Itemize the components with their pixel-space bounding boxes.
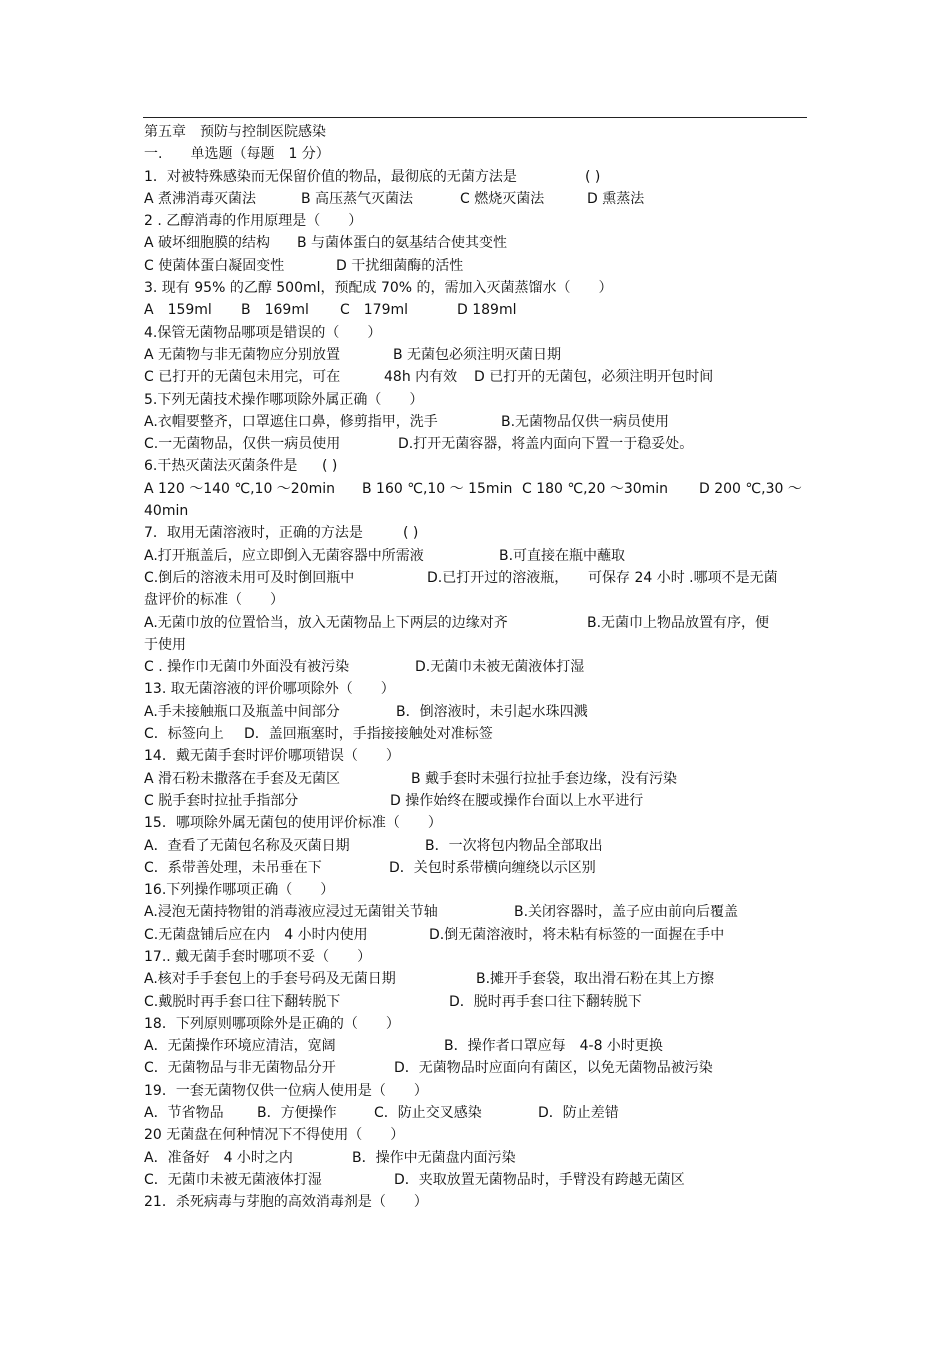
text-line <box>144 835 808 857</box>
document-body <box>144 121 808 1214</box>
text-line <box>144 299 808 321</box>
text-segment: B 戴手套时未强行拉扯手套边缘，没有污染 <box>411 770 678 787</box>
text-segment: D.打开无菌容器，将盖内面向下置一于稳妥处。 <box>398 436 694 453</box>
text-segment: D 200 ℃,30 ～ <box>699 480 802 497</box>
text-segment: C 脱手套时拉扯手指部分 <box>144 792 299 809</box>
text-segment: 16.下列操作哪项正确（ ） <box>144 882 335 899</box>
text-segment: A.手未接触瓶口及瓶盖中间部分 <box>144 703 340 720</box>
text-segment: 21．杀死病毒与芽胞的高效消毒剂是（ ） <box>144 1194 428 1211</box>
text-line <box>144 1191 808 1213</box>
text-line <box>144 946 808 968</box>
text-segment: C．标签向上 <box>144 726 224 743</box>
text-segment: A.无菌巾放的位置恰当，放入无菌物品上下两层的边缘对齐 <box>144 614 508 631</box>
text-segment: A 159ml <box>144 302 212 319</box>
text-segment: C．无菌物品与非无菌物品分开 <box>144 1060 336 1077</box>
text-segment: D．关包时系带横向缠绕以示区别 <box>389 859 596 876</box>
text-line <box>144 723 808 745</box>
text-segment: 7．取用无菌溶液时，正确的方法是 <box>144 525 363 542</box>
text-segment: A.衣帽要整齐，口罩遮住口鼻，修剪指甲，洗手 <box>144 413 438 430</box>
text-segment: C 180 ℃,20 ～30min <box>522 480 669 497</box>
text-segment: A．查看了无菌包名称及灭菌日期 <box>144 837 350 854</box>
text-segment: 17.. 戴无菌手套时哪项不妥（ ） <box>144 948 372 965</box>
text-segment: A.浸泡无菌持物钳的消毒液应浸过无菌钳关节轴 <box>144 904 438 921</box>
text-segment: 40min <box>144 503 189 520</box>
text-segment: 5.下列无菌技术操作哪项除外属正确（ ） <box>144 391 424 408</box>
text-segment: ( ) <box>403 525 419 542</box>
text-line <box>144 1035 808 1057</box>
text-segment: D.无菌巾未被无菌液体打湿 <box>415 659 585 676</box>
text-line <box>144 901 808 923</box>
text-segment: B.关闭容器时，盖子应由前向后覆盖 <box>514 904 739 921</box>
text-segment: C.无菌盘铺后应在内 4 小时内使用 <box>144 926 368 943</box>
text-segment: D．防止差错 <box>538 1105 619 1122</box>
text-line <box>144 1013 808 1035</box>
text-segment: C 179ml <box>340 302 409 319</box>
text-line <box>144 567 808 589</box>
text-line <box>144 1080 808 1102</box>
text-segment: A 120 ～140 ℃,10 ～20min <box>144 480 336 497</box>
text-line <box>144 433 808 455</box>
text-segment: C.倒后的溶液未用可及时倒回瓶中 <box>144 569 355 586</box>
text-segment: A 滑石粉未撒落在手套及无菌区 <box>144 770 341 787</box>
text-line <box>144 924 808 946</box>
text-segment: B 无菌包必须注明灭菌日期 <box>393 346 562 363</box>
text-segment: B．操作者口罩应每 4-8 小时更换 <box>444 1038 663 1055</box>
text-segment: C．无菌巾未被无菌液体打湿 <box>144 1171 322 1188</box>
text-segment: C.戴脱时再手套口往下翻转脱下 <box>144 993 341 1010</box>
text-segment: D.已打开过的溶液瓶， <box>427 569 569 586</box>
text-segment: 可保存 24 小时 .哪项不是无菌 <box>588 569 778 586</box>
text-line <box>144 277 808 299</box>
text-line <box>144 634 808 656</box>
text-line <box>144 366 808 388</box>
question-lines <box>144 166 808 1214</box>
text-segment: D．无菌物品时应面向有菌区，以免无菌物品被污染 <box>394 1060 713 1077</box>
text-segment: C 使菌体蛋白凝固变性 <box>144 257 285 274</box>
text-segment: B 169ml <box>241 302 309 319</box>
text-segment: D 操作始终在腰或操作台面以上水平进行 <box>390 792 644 809</box>
text-line <box>144 1124 808 1146</box>
text-segment: D 已打开的无菌包，必须注明开包时间 <box>474 369 714 386</box>
text-segment: 19．一套无菌物仅供一位病人使用是（ ） <box>144 1082 428 1099</box>
text-line <box>144 166 808 188</box>
text-segment: B 高压蒸气灭菌法 <box>301 190 414 207</box>
text-segment: 2 . 乙醇消毒的作用原理是（ ） <box>144 213 363 230</box>
text-segment: 于使用 <box>144 636 186 653</box>
text-line <box>144 522 808 544</box>
text-line <box>144 589 808 611</box>
text-segment: D 干扰细菌酶的活性 <box>336 257 464 274</box>
text-line <box>144 500 808 522</box>
text-line <box>144 1057 808 1079</box>
text-segment: 18．下列原则哪项除外是正确的（ ） <box>144 1015 400 1032</box>
text-line <box>144 455 808 477</box>
text-line <box>144 879 808 901</box>
text-segment: 盘评价的标准（ ） <box>144 592 284 609</box>
text-segment: 1．对被特殊感染而无保留价值的物品，最彻底的无菌方法是 <box>144 168 517 185</box>
section-title: 一. 单选题（每题 1 分） <box>144 146 330 163</box>
text-line <box>144 232 808 254</box>
text-segment: D．盖回瓶塞时，手指接接触处对准标签 <box>244 726 493 743</box>
text-line <box>144 1147 808 1169</box>
text-segment: C 燃烧灭菌法 <box>460 190 545 207</box>
chapter-title: 第五章 预防与控制医院感染 <box>144 124 326 140</box>
text-segment: B．一次将包内物品全部取出 <box>425 837 603 854</box>
text-line <box>144 812 808 834</box>
text-segment: D．脱时再手套口往下翻转脱下 <box>449 993 642 1010</box>
text-line <box>144 411 808 433</box>
text-segment: ( ) <box>585 168 601 185</box>
header-rule <box>143 117 807 118</box>
text-segment: B．方便操作 <box>257 1105 337 1122</box>
text-segment: D 189ml <box>457 302 517 319</box>
text-segment: A 破坏细胞膜的结构 <box>144 235 271 252</box>
text-segment: A．节省物品 <box>144 1105 224 1122</box>
text-line <box>144 188 808 210</box>
text-segment: C．防止交叉感染 <box>374 1105 482 1122</box>
text-line <box>144 745 808 767</box>
text-segment: B．操作中无菌盘内面污染 <box>352 1149 516 1166</box>
text-segment: C 已打开的无菌包未用完，可在 <box>144 369 341 386</box>
text-line <box>144 389 808 411</box>
text-segment: 6.干热灭菌法灭菌条件是 <box>144 458 298 475</box>
text-line <box>144 1169 808 1191</box>
text-segment: A 无菌物与非无菌物应分别放置 <box>144 346 341 363</box>
text-segment: 20 无菌盘在何种情况下不得使用（ ） <box>144 1127 405 1144</box>
text-line <box>144 857 808 879</box>
text-segment: D 熏蒸法 <box>587 190 645 207</box>
text-line <box>144 612 808 634</box>
text-segment: 3. 现有 95% 的乙醇 500ml，预配成 70% 的，需加入灭菌蒸馏水（ ） <box>144 280 613 297</box>
text-line <box>144 478 808 500</box>
text-segment: B 与菌体蛋白的氨基结合使其变性 <box>297 235 508 252</box>
text-line <box>144 255 808 277</box>
text-segment: C . 操作巾无菌巾外面没有被污染 <box>144 659 350 676</box>
text-segment: A．准备好 4 小时之内 <box>144 1149 293 1166</box>
text-segment: D.倒无菌溶液时，将未粘有标签的一面握在手中 <box>429 926 725 943</box>
text-line <box>144 790 808 812</box>
text-segment: 4.保管无菌物品哪项是错误的（ ） <box>144 324 382 341</box>
text-segment: D．夹取放置无菌物品时，手臂没有跨越无菌区 <box>394 1171 685 1188</box>
text-segment: A.核对手手套包上的手套号码及无菌日期 <box>144 971 396 988</box>
text-segment: 15．哪项除外属无菌包的使用评价标准（ ） <box>144 815 442 832</box>
text-segment: B.可直接在瓶中蘸取 <box>499 547 626 564</box>
text-segment: B 160 ℃,10 ～ 15min <box>362 480 513 497</box>
text-line <box>144 210 808 232</box>
text-segment: C．系带善处理，未吊垂在下 <box>144 859 322 876</box>
text-segment: A．无菌操作环境应清洁，宽阔 <box>144 1038 336 1055</box>
text-line <box>144 344 808 366</box>
text-segment: B.无菌物品仅供一病员使用 <box>501 413 670 430</box>
text-segment: B.摊开手套袋，取出滑石粉在其上方擦 <box>476 971 715 988</box>
text-segment: 48h 内有效 <box>384 369 458 386</box>
text-line <box>144 701 808 723</box>
text-segment: B.无菌巾上物品放置有序，便 <box>587 614 770 631</box>
text-line <box>144 678 808 700</box>
text-segment: ( ) <box>322 458 338 475</box>
text-segment: 13. 取无菌溶液的评价哪项除外（ ） <box>144 681 395 698</box>
text-line <box>144 968 808 990</box>
text-line <box>144 656 808 678</box>
text-segment: A.打开瓶盖后，应立即倒入无菌容器中所需液 <box>144 547 424 564</box>
text-line <box>144 545 808 567</box>
text-segment: A 煮沸消毒灭菌法 <box>144 190 257 207</box>
text-line <box>144 991 808 1013</box>
text-segment: 14．戴无菌手套时评价哪项错误（ ） <box>144 748 400 765</box>
text-segment: B．倒溶液时，未引起水珠四溅 <box>396 703 588 720</box>
text-segment: C.一无菌物品，仅供一病员使用 <box>144 436 341 453</box>
text-line <box>144 768 808 790</box>
text-line <box>144 1102 808 1124</box>
text-line <box>144 322 808 344</box>
